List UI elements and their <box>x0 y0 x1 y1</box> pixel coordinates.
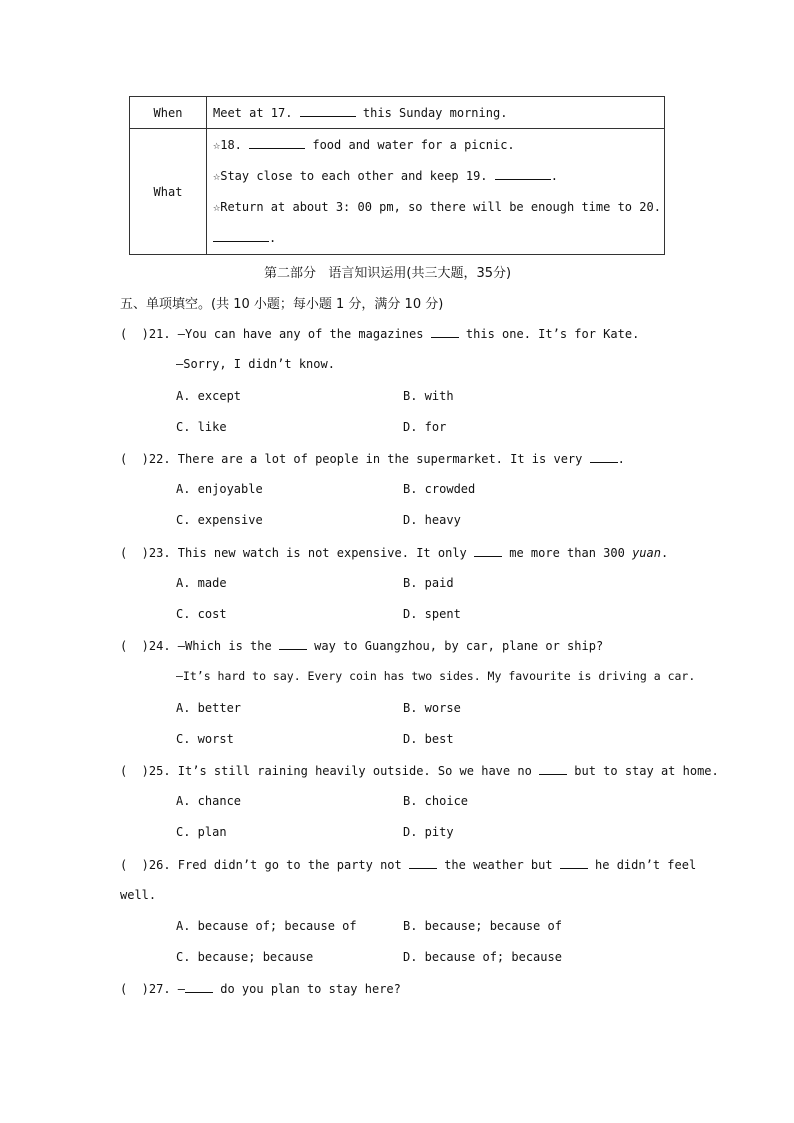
blank[interactable] <box>560 857 588 869</box>
question-22-stem <box>120 451 625 466</box>
option-24-a[interactable]: A. better <box>176 701 242 715</box>
stem-text-italic: yuan <box>632 546 661 560</box>
stem-text: . <box>660 546 669 560</box>
part-title: 第二部分 语言知识运用(共三大题，35分) <box>264 266 512 281</box>
stem-text: Fred didn’t go to the party not <box>177 858 409 872</box>
option-25-b[interactable]: B. choice <box>403 794 469 808</box>
what-line-2 <box>213 161 664 192</box>
option-25-a[interactable]: A. chance <box>176 794 242 808</box>
question-number: ( )26. <box>120 858 178 872</box>
what-line2-b: . <box>550 168 558 183</box>
question-26-stem <box>120 857 696 872</box>
question-21-reply: —Sorry, I didn’t know. <box>176 357 335 371</box>
option-22-a[interactable]: A. enjoyable <box>176 482 263 496</box>
stem-text: the weather but <box>436 858 560 872</box>
stem-text: There are a lot of people in the supermarket. It is very <box>177 452 590 466</box>
question-25-stem <box>120 763 719 778</box>
what-line-1 <box>213 130 664 161</box>
stem-text: —You can have any of the magazines <box>177 327 431 341</box>
what-content <box>207 129 665 255</box>
blank-20[interactable] <box>213 230 269 242</box>
stem-text: this one. It’s for Kate. <box>458 327 640 341</box>
question-26-stem-cont: well. <box>120 888 157 902</box>
option-21-b[interactable]: B. with <box>403 389 454 403</box>
option-22-c[interactable]: C. expensive <box>176 513 263 527</box>
option-23-a[interactable]: A. made <box>176 576 227 590</box>
stem-text: but to stay at home. <box>567 764 719 778</box>
what-line4-b: . <box>269 230 277 245</box>
blank[interactable] <box>409 857 437 869</box>
option-24-c[interactable]: C. worst <box>176 732 234 746</box>
stem-text: This new watch is not expensive. It only <box>177 546 475 560</box>
option-23-b[interactable]: B. paid <box>403 576 454 590</box>
question-24-stem <box>120 638 603 653</box>
question-21-stem <box>120 326 639 341</box>
question-number: ( )23. <box>120 546 178 560</box>
option-24-b[interactable]: B. worse <box>403 701 461 715</box>
option-23-d[interactable]: D. spent <box>403 607 461 621</box>
blank-17[interactable] <box>300 105 356 117</box>
what-line-3: ☆Return at about 3: 00 pm, so there will be enough time to 20. <box>213 199 661 214</box>
stem-text: me more than 300 <box>502 546 633 560</box>
info-table <box>129 96 665 255</box>
question-number: ( )21. <box>120 327 178 341</box>
blank-18[interactable] <box>249 137 305 149</box>
stem-text: . <box>617 452 625 466</box>
what-line2-a: ☆Stay close to each other and keep 19. <box>213 168 495 183</box>
what-line1-a: ☆18. <box>213 137 250 152</box>
what-label: What <box>130 129 207 255</box>
option-21-a[interactable]: A. except <box>176 389 242 403</box>
stem-text: way to Guangzhou, by car, plane or ship? <box>306 639 604 653</box>
question-24-reply: —It’s hard to say. Every coin has two sides. My favourite is driving a car. <box>176 669 696 683</box>
question-23-stem <box>120 545 668 560</box>
table-row-when <box>130 97 665 129</box>
stem-text: do you plan to stay here? <box>213 982 401 996</box>
question-27-stem <box>120 981 401 996</box>
option-26-c[interactable]: C. because; because <box>176 950 314 964</box>
when-text-a: Meet at 17. <box>213 106 300 120</box>
option-21-d[interactable]: D. for <box>403 420 447 434</box>
blank-19[interactable] <box>495 168 551 180</box>
section-title: 五、单项填空。(共 10 小题；每小题 1 分，满分 10 分) <box>120 297 444 312</box>
blank[interactable] <box>185 981 213 993</box>
table-row-what <box>130 129 665 255</box>
stem-text: he didn’t feel <box>587 858 697 872</box>
question-number: ( )25. <box>120 764 178 778</box>
when-text-b: this Sunday morning. <box>355 106 508 120</box>
option-21-c[interactable]: C. like <box>176 420 227 434</box>
question-number: ( )24. <box>120 639 178 653</box>
option-22-d[interactable]: D. heavy <box>403 513 461 527</box>
what-line1-b: food and water for a picnic. <box>305 137 515 152</box>
option-23-c[interactable]: C. cost <box>176 607 227 621</box>
option-22-b[interactable]: B. crowded <box>403 482 476 496</box>
blank[interactable] <box>279 638 307 650</box>
when-label: When <box>130 97 207 129</box>
question-number: ( )22. <box>120 452 178 466</box>
option-25-c[interactable]: C. plan <box>176 825 227 839</box>
stem-text: —Which is the <box>177 639 279 653</box>
option-24-d[interactable]: D. best <box>403 732 454 746</box>
option-26-b[interactable]: B. because; because of <box>403 919 562 933</box>
when-content <box>207 97 665 129</box>
option-26-d[interactable]: D. because of; because <box>403 950 562 964</box>
option-26-a[interactable]: A. because of; because of <box>176 919 357 933</box>
option-25-d[interactable]: D. pity <box>403 825 454 839</box>
stem-text: It’s still raining heavily outside. So we have no <box>177 764 540 778</box>
blank[interactable] <box>474 545 502 557</box>
blank[interactable] <box>590 451 618 463</box>
blank[interactable] <box>431 326 459 338</box>
stem-text: — <box>177 982 186 996</box>
blank[interactable] <box>539 763 567 775</box>
what-line-4 <box>213 223 664 254</box>
question-number: ( )27. <box>120 982 178 996</box>
